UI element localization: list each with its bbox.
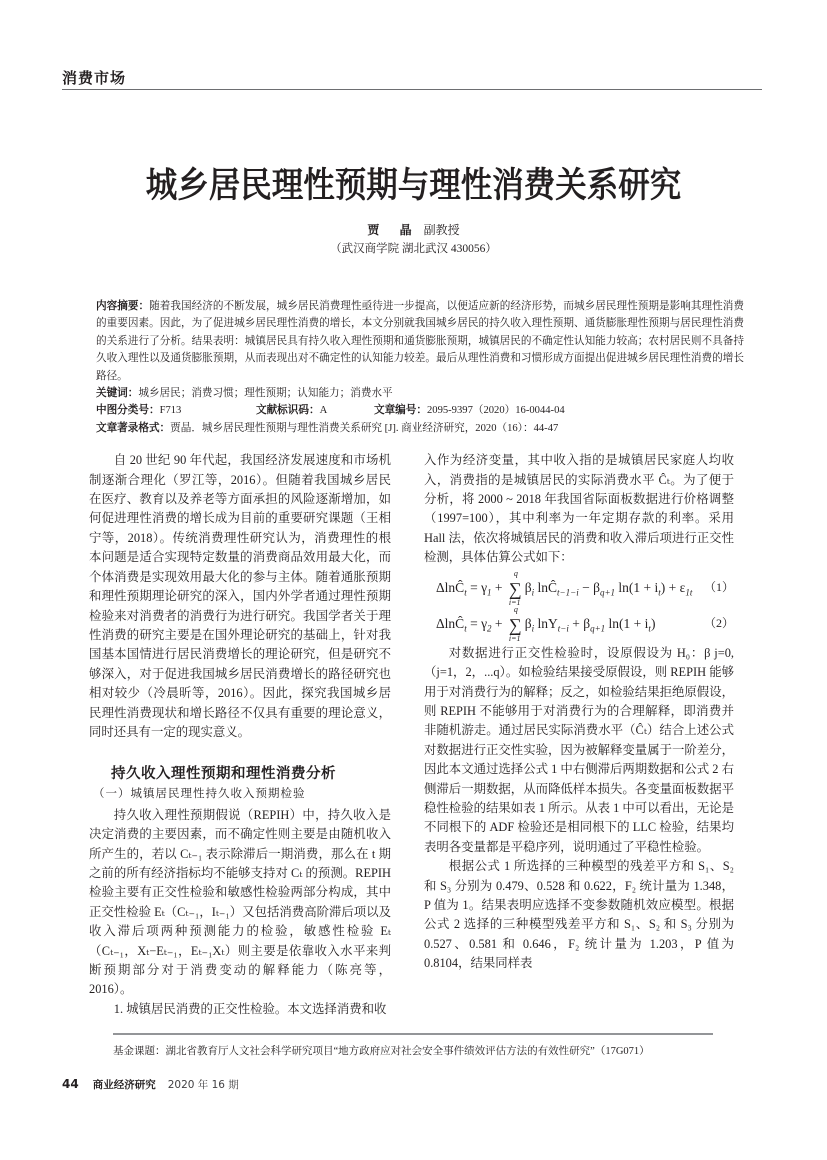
- footnote-rule: [113, 1033, 713, 1035]
- keywords-label: 关键词：: [96, 387, 139, 400]
- doc-code-value: A: [319, 405, 328, 417]
- article-title: 城乡居民理性预期与理性消费关系研究: [145, 166, 682, 205]
- equation-2: [436, 604, 734, 643]
- abstract-text: 随着我国经济的不断发展，城乡居民消费理性亟待进一步提高，以便适应新的经济形势，而城乡居民理性预期是影响其理性消费的重要因素。因此，为了促进城乡居民理性消费的增长，本文分别就我国城乡居民的持久收入理性预期、通货膨胀理性预期与居民理性消费的关系进行了分析。结果表明：城镇居民具有持久收入理性预期和通货膨胀预期，城镇居民的不确定性认知能力较高；农村居民则不具备持久收入理性以及通货膨胀预期，从而表现出对不确定性的认知能力较差。最后从理性消费和习惯形成方面提出促进城乡居民理性消费的增长路径。: [96, 301, 745, 382]
- right-column: [424, 451, 734, 973]
- section-heading: 持久收入理性预期和理性消费分析: [111, 766, 336, 783]
- body-paragraph: 1. 城镇居民消费的正交性检验。本文选择消费和收: [113, 1001, 387, 1016]
- classification-row: [96, 402, 744, 419]
- journal-name: 商业经济研究: [92, 1079, 156, 1092]
- abstract: [96, 298, 744, 385]
- citation: [96, 420, 744, 437]
- page-content: [0, 298, 827, 1112]
- section-label: 消费市场: [62, 69, 127, 87]
- page-footer: [62, 1077, 827, 1092]
- summation-symbol: ∑ q i=1: [508, 568, 522, 607]
- author-line: [0, 221, 827, 238]
- body-paragraph: 入作为经济变量，其中收入指的是城镇居民家庭人均收入，消费指的是城镇居民的实际消费水平 Ĉₜ。为了便于分析，将 2000 ~ 2018 年我国省际面板数据进行价格调整（1997=100），其中利率为一年定期存款的利率。采用 Hall 法，依次将城镇居民的消费和收入滞后项进行正交性检测，具体估算公式如下：: [424, 453, 734, 565]
- keywords-text: 城乡居民；消费习惯；理性预期；认知能力；消费水平: [138, 388, 393, 400]
- citation-label: 文章著录格式：: [96, 421, 171, 434]
- equation-1: [436, 568, 734, 607]
- body-paragraph: 对数据进行正交性检验时，设原假设为 H₀：β j=0,（j=1，2，...q）。如检验结果接受原假设，则 REPIH 能够用于对消费行为的解释；反之，如检验结果拒绝原假设，则 REPIH 不能够用于对消费行为的合理解释，即消费并非随机游走。通过居民实际消费水平（Ĉₜ）结合上述公式对数据进行正交性实验，因为被解释变量属于一阶差分，因此本文通过选择公式 1 中右侧滞后两期数据和公式 2 右侧滞后一期数据，从而降低样本损失。各变量面板数据平稳性检验的结果如表 1 所示。从表 1 中可以看出，无论是不同根下的 ADF 检验还是相同根下的 LLC 检验，结果均表明各变量都是平稳序列，说明通过了平稳性检验。: [424, 645, 734, 854]
- author-position: 副教授: [423, 223, 460, 237]
- intro-paragraph: 自 20 世纪 90 年代起，我国经济发展速度和市场机制逐渐合理化（罗江等，2016）。但随着我国城乡居民在医疗、教育以及养老等方面承担的风险逐渐增加，如何促进理性消费的增长成为目前的重要研究课题（王相宁等，2018）。传统消费理性研究认为，消费理性的根本问题是适合实现特定数量的消费商品效用最大化，而个体消费是实现效用最大化的参与主体。随着通胀预期和理性预期理论研究的深入，国内外学者通过理性预期检验来对消费者的消费行为进行研究。我国学者关于理性消费的研究主要是在国外理论研究的基础上，针对我国基本国情进行居民消费增长的理论研究，但是研究不够深入，对于促进我国城乡居民消费增长的路径研究也相对较少（冷晨昕等，2016）。因此，探究我国城乡居民理性消费现状和增长路径不仅具有重要的理论意义，同时还具有一定的现实意义。: [89, 453, 391, 739]
- abstract-label: 内容摘要：: [96, 300, 150, 312]
- body-columns: [0, 451, 827, 1019]
- doc-code-label: 文献标识码：: [256, 404, 320, 417]
- page-number: 44: [62, 1077, 79, 1092]
- clc-value: F713: [159, 405, 182, 417]
- issue-label: 2020 年 16 期: [167, 1079, 239, 1092]
- fund-note: 基金课题：湖北省教育厅人文社会科学研究项目“地方政府应对社会安全事件绩效评估方法的有效性研究”（17G071）: [113, 1046, 650, 1058]
- abstract-block: [96, 298, 744, 437]
- subsection-heading: （一）城镇居民理性持久收入预期检验: [93, 788, 306, 801]
- article-no-value: 2095-9397（2020）16-0044-04: [426, 405, 565, 417]
- body-paragraph: 根据公式 1 所选择的三种模型的残差平方和 S₁、S₂ 和 S₃ 分别为 0.479、0.528 和 0.622，F₂ 统计量为 1.348，P 值为 1。结果表明应选择不变参数随机效应模型。根据公式 2 选择的三种模型残差平方和 S₁、S₂ 和 S₃ 分别为 0.527、0.581 和 0.646，F₂ 统计量为 1.203，P 值为 0.8104，结果同样表: [424, 859, 734, 971]
- author-name: 贾 晶: [367, 223, 420, 237]
- header-rule: [62, 89, 762, 90]
- equation-body: ΔlnĈ$_t$ = $\gamma_1$ + ∑ q i=1 $\beta_i$ lnĈ$_{t-1-i}$ − $\beta_{q+1}$ $\ln(1 + i_t) + \varepsilon_{1t}$: [436, 568, 693, 607]
- author-affiliation: （武汉商学院 湖北武汉 430056）: [330, 243, 497, 255]
- equation-number: （1）: [703, 579, 734, 594]
- article-no-label: 文章编号：: [374, 404, 427, 417]
- summation-symbol: ∑ q i=1: [508, 604, 522, 643]
- keywords: [96, 385, 744, 402]
- citation-text: 贾晶．城乡居民理性预期与理性消费关系研究 [J]. 商业经济研究，2020（16）：44-47: [170, 422, 559, 434]
- left-column: [89, 451, 391, 1019]
- body-paragraph: 持久收入理性预期假说（REPIH）中，持久收入是决定消费的主要因素，而不确定性则主要是由随机收入所产生的，若以 Cₜ₋₁ 表示除滞后一期消费，那么在 t 期之前的所有经济指标均不能够支持对 Cₜ 的预测。REPIH 检验主要有正交性检验和敏感性检验两部分构成，其中正交性检验 Eₜ（Cₜ₋₁，Iₜ₋₁）又包括消费高阶滞后项以及收入滞后项两种预测能力的检验，敏感性检验 Eₜ（Cₜ₋₁，Xₜ−Eₜ₋₁，Eₜ₋₁Xₜ）则主要是依靠收入水平来判断预期部分对于消费变动的解释能力（陈亮等，2016）。: [89, 807, 391, 997]
- equation-number: （2）: [703, 615, 734, 630]
- equation-body: ΔlnĈ$_t$ = $\gamma_2$ + ∑ q i=1 $\beta_i$ $\ln Y_{t-i} + \beta_{q+1}$ $\ln(1 + i_t)$: [436, 604, 656, 643]
- clc-label: 中图分类号：: [96, 404, 160, 417]
